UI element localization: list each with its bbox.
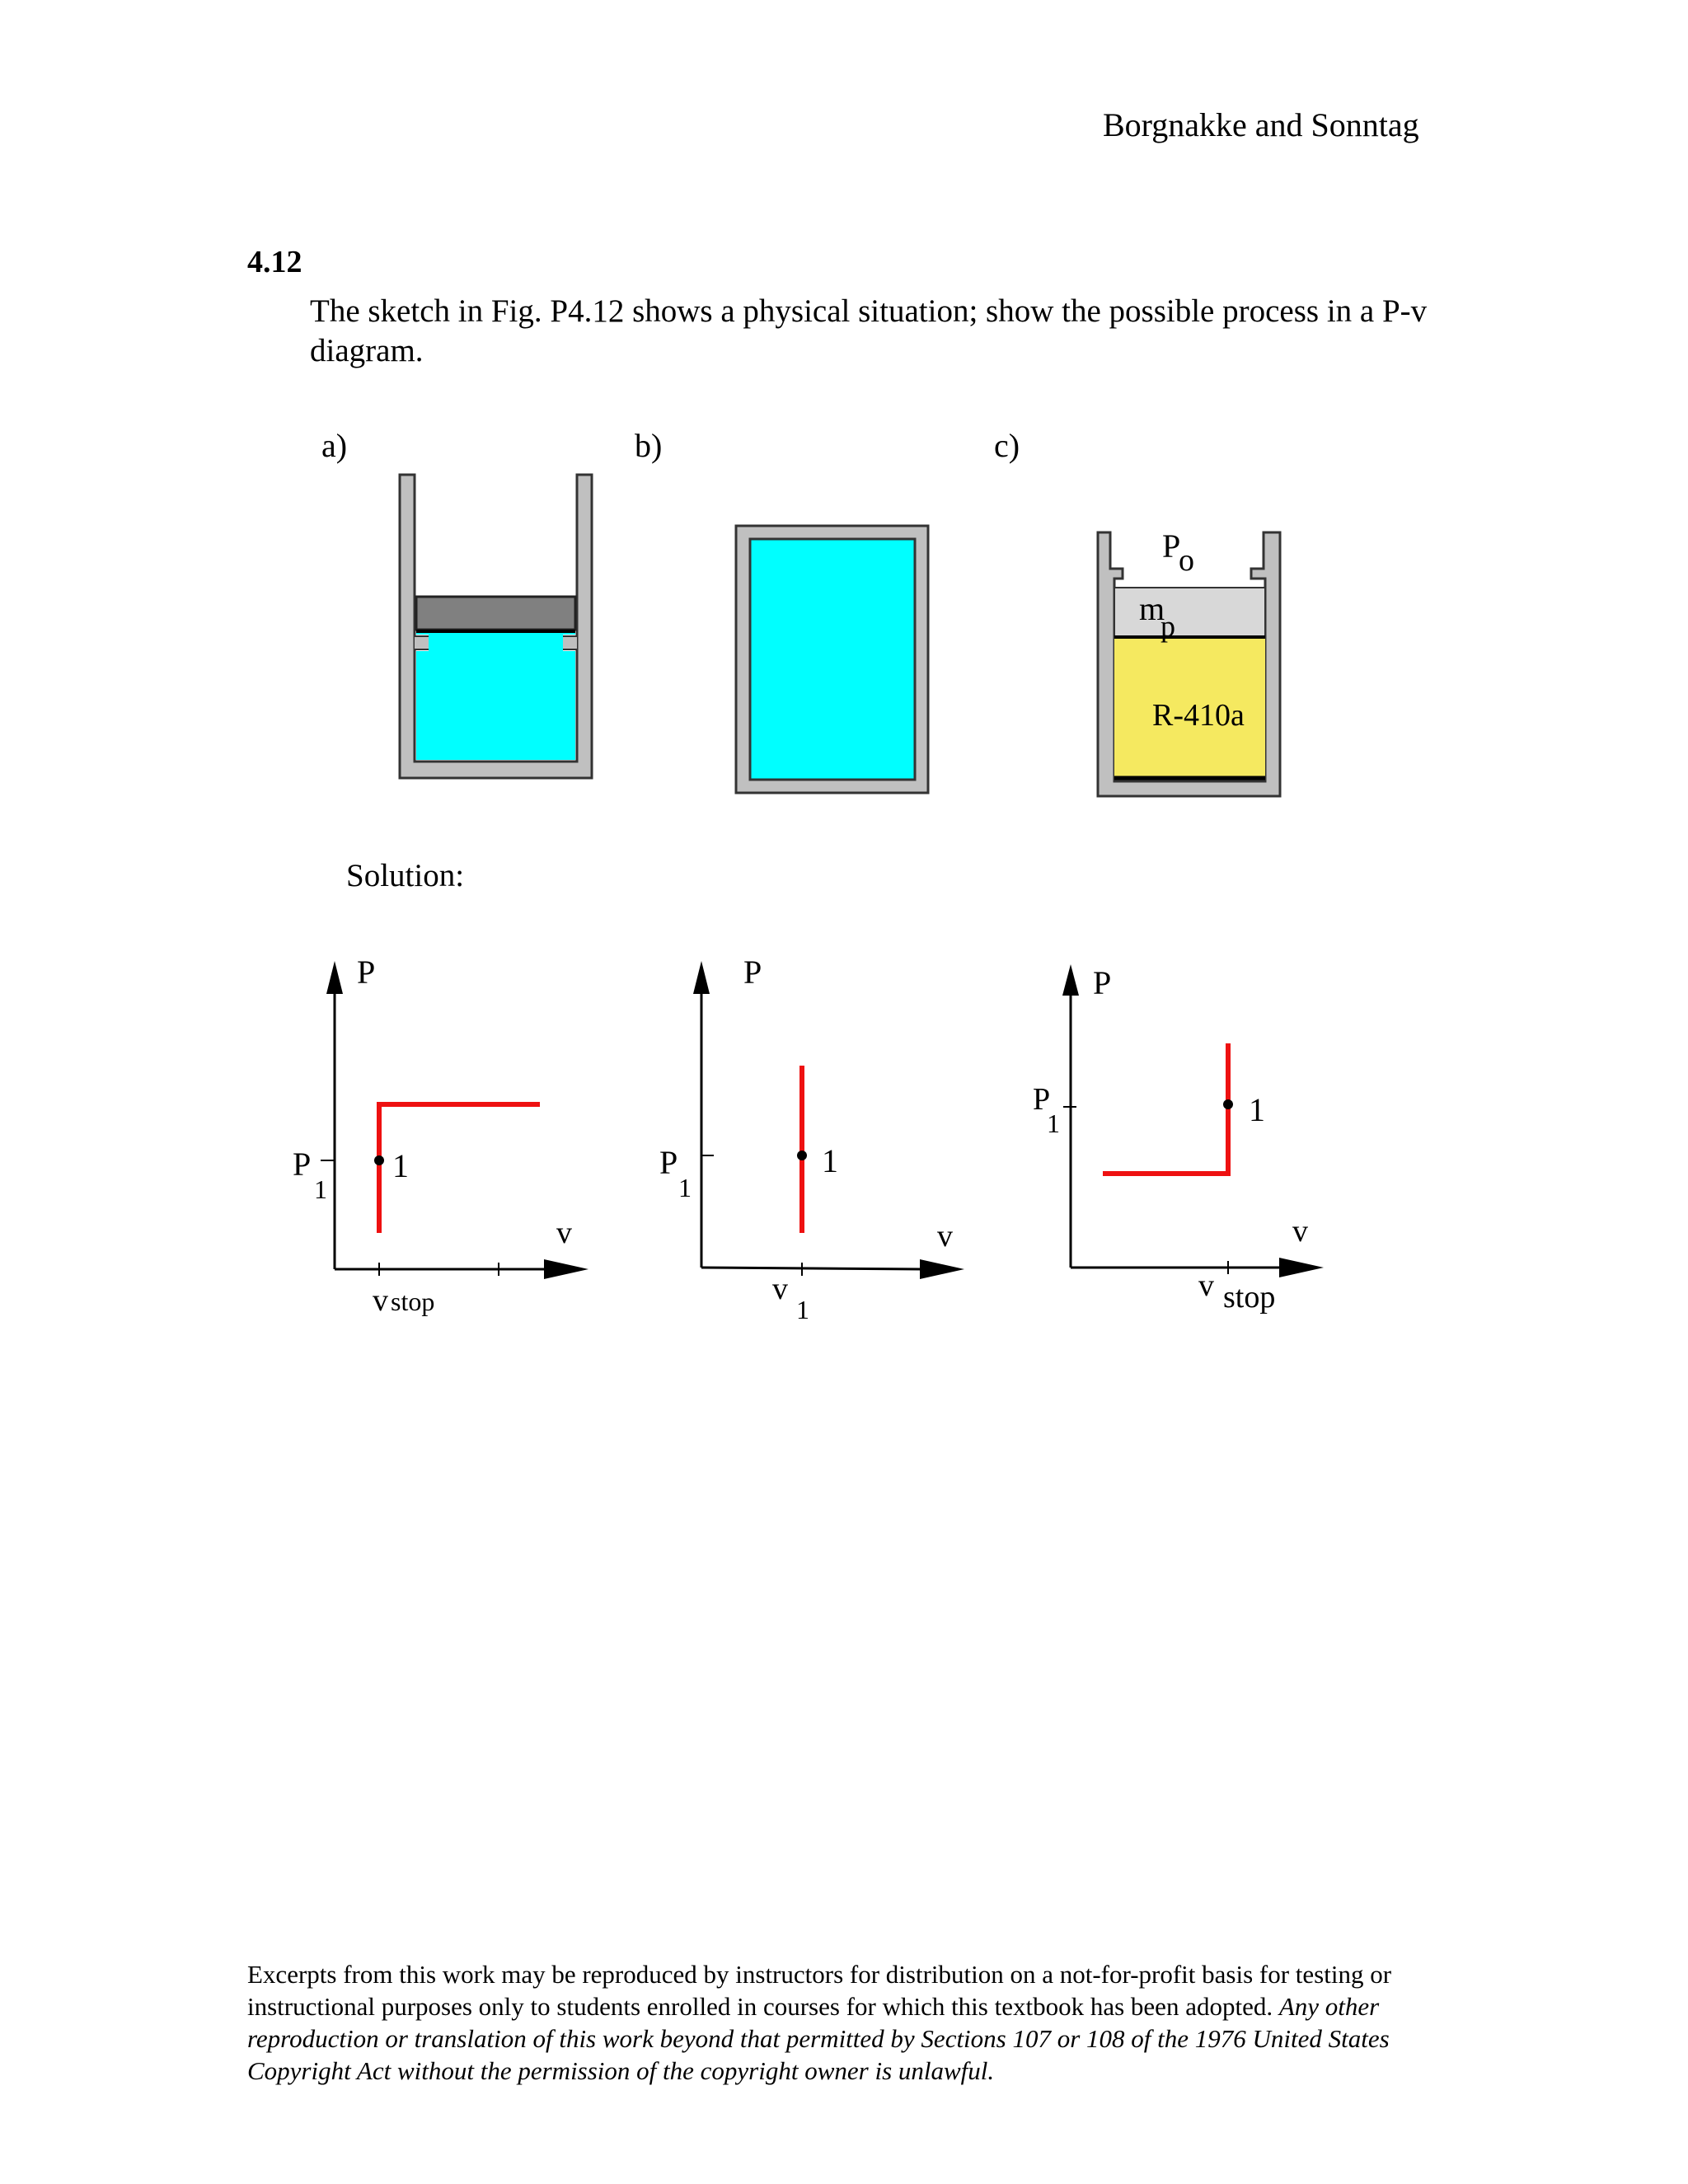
sketch-a-cylinder (400, 475, 592, 778)
pv-b-state-label: 1 (822, 1142, 838, 1179)
pv-c-y-label: P (1093, 964, 1112, 1001)
solution-label: Solution: (346, 858, 465, 893)
label-b: b) (635, 427, 663, 464)
pv-a-x-label: v (556, 1216, 572, 1250)
pv-b-state-point (797, 1151, 807, 1160)
footer-normal-text: Excerpts from this work may be reproduced by instructors for distribution on a not-for-profit basis for testing or instructional purposes only to students enrolled in courses for which this textbook has been adopted. (247, 1960, 1392, 2021)
pv-c-x-arrow (1279, 1258, 1324, 1277)
pv-a-state-point (374, 1155, 384, 1165)
problem-number: 4.12 (247, 245, 302, 279)
pv-c-p1-sub: 1 (1047, 1108, 1060, 1138)
problem-statement: The sketch in Fig. P4.12 shows a physical situation; show the possible process in a P-v diagram. (310, 293, 1428, 368)
pv-b-x-label: v (937, 1219, 953, 1254)
sketch-c-fluid-label: R-410a (1152, 698, 1245, 733)
pv-b-v-sub: 1 (796, 1295, 809, 1324)
pv-a-v-label: v (373, 1283, 388, 1318)
sketch-c-p0-label: P (1162, 527, 1181, 565)
pv-a-p1-sub: 1 (314, 1174, 327, 1204)
pv-c-v-sub: stop (1223, 1280, 1276, 1315)
pv-b-y-label: P (743, 954, 762, 991)
pv-b-p1-label: P (659, 1144, 678, 1181)
pv-c-state-point (1223, 1099, 1233, 1109)
pv-c-y-arrow (1062, 964, 1079, 996)
pv-b-y-arrow (693, 961, 710, 994)
pv-a-y-arrow (326, 961, 343, 994)
pv-b-p1-sub: 1 (678, 1173, 692, 1202)
pv-c-process-line (1103, 1043, 1228, 1174)
pv-c-state-label: 1 (1249, 1091, 1265, 1128)
sketch-a-piston (416, 597, 575, 630)
sketch-c-p0-sub: o (1179, 543, 1194, 578)
sketch-c-mp-sub: p (1160, 610, 1175, 643)
pv-b-v-label: v (772, 1272, 788, 1306)
pv-a-v-sub: stop (391, 1286, 435, 1316)
pv-c-v-label: v (1198, 1268, 1214, 1303)
footer-italic-text: Any other reproduction or translation of this work beyond that permitted by Sections 107 or 108 of the 1976 United States Copyright Act without the permission of the copyright owner is unlawful. (247, 1992, 1390, 2085)
pv-a-p1-label: P (293, 1146, 312, 1183)
header-authors: Borgnakke and Sonntag (1103, 106, 1419, 143)
copyright-footer (247, 1958, 1484, 2087)
pv-b-x-axis (701, 1268, 923, 1269)
sketch-b-tank (736, 526, 928, 793)
sketch-b-water (750, 539, 915, 780)
pv-b-x-arrow (920, 1259, 964, 1279)
pv-diagram-a (293, 954, 588, 1318)
sketch-a-water (416, 633, 575, 760)
pv-diagram-c (1033, 964, 1324, 1315)
sketch-c-mp-label: m (1139, 590, 1165, 627)
pv-a-state-label: 1 (392, 1147, 409, 1184)
pv-a-x-arrow (544, 1259, 588, 1279)
label-c: c) (994, 427, 1020, 464)
sketch-c-piston (1114, 588, 1265, 637)
pv-c-p1-label: P (1033, 1082, 1051, 1117)
pv-a-y-label: P (357, 954, 376, 991)
label-a: a) (321, 427, 348, 464)
pv-diagram-b (659, 954, 964, 1324)
pv-c-x-label: v (1292, 1214, 1308, 1249)
